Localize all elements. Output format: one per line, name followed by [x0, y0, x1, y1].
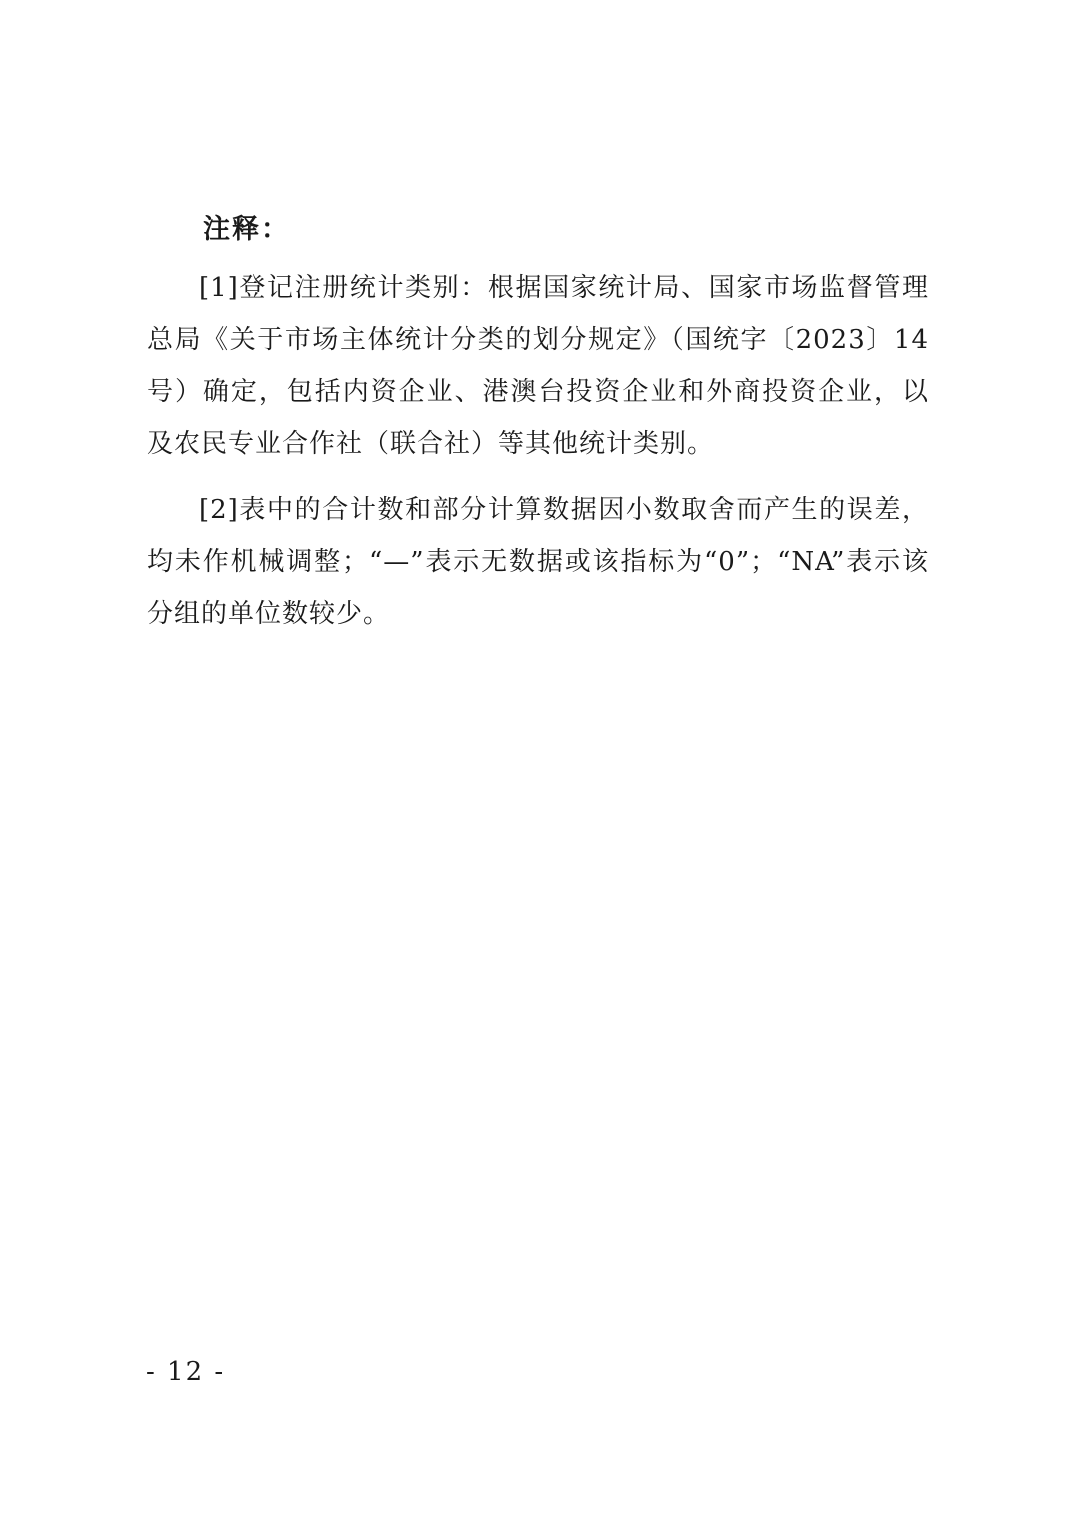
note-2: [2]表中的合计数和部分计算数据因小数取舍而产生的误差，均未作机械调整；“—”表示无数据或该指标为“0”；“NA”表示该分组的单位数较少。 — [147, 495, 929, 629]
note-1: [1]登记注册统计类别：根据国家统计局、国家市场监督管理总局《关于市场主体统计分类的划分规定》（国统字〔2023〕14号）确定，包括内资企业、港澳台投资企业和外商投资企业，以及农民专业合作社（联合社）等其他统计类别。 — [147, 273, 929, 459]
page-number: - 12 - — [146, 1357, 226, 1387]
notes-heading: 注释： — [203, 214, 290, 245]
notes-body — [147, 262, 929, 654]
